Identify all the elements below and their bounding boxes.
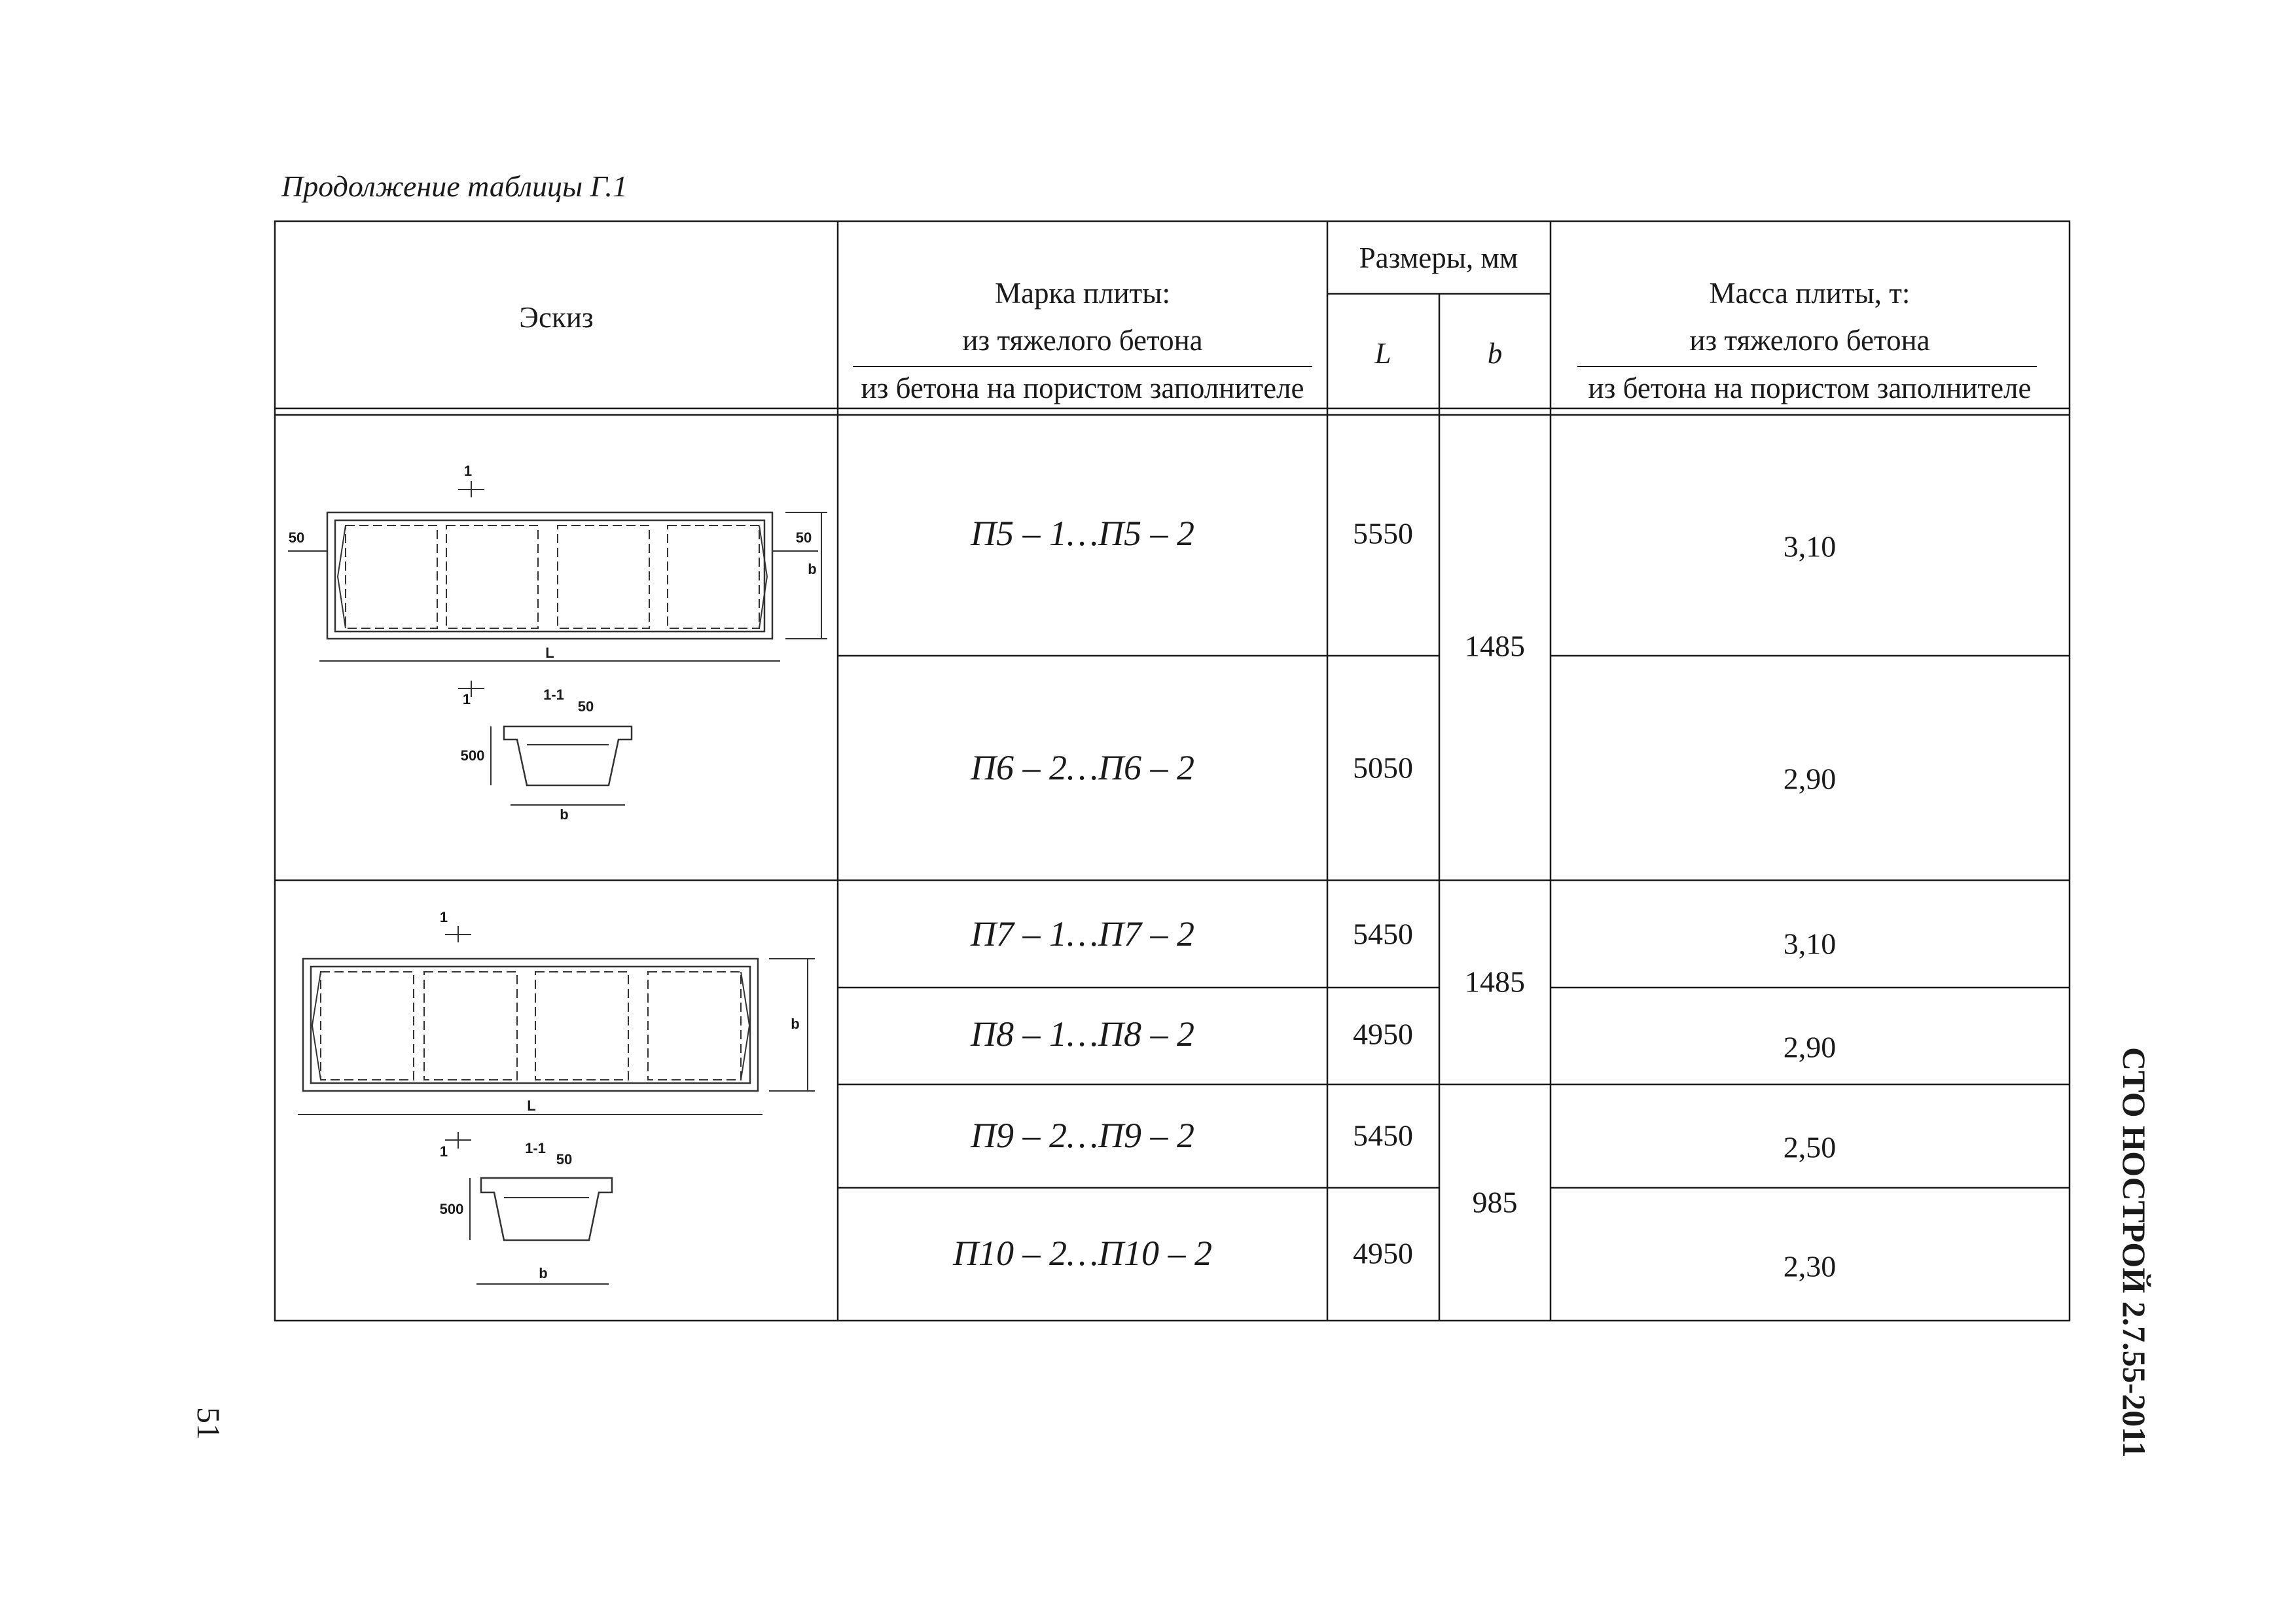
mark-p7: П7 – 1…П7 – 2 — [970, 914, 1195, 954]
running-head: СТО НОСТРОЙ 2.7.55-2011 — [2116, 1047, 2153, 1458]
header-dims: Размеры, мм — [1359, 241, 1518, 274]
table-caption: Продолжение таблицы Г.1 — [281, 169, 628, 203]
width-group1: 1485 — [1465, 629, 1525, 663]
length-p5: 5550 — [1353, 516, 1413, 550]
sketch2-section-mark-bottom: 1 — [439, 1143, 448, 1160]
mark-p5: П5 – 1…П5 – 2 — [970, 514, 1195, 553]
slab-sketch-2 — [298, 926, 815, 1284]
sketch2-section-dim-b: b — [539, 1265, 548, 1281]
mass-p6: 2,90 — [1783, 762, 1837, 796]
header-mark-line2: из тяжелого бетона — [962, 324, 1203, 357]
length-p9: 5450 — [1353, 1118, 1413, 1152]
width-group2-bottom: 985 — [1472, 1185, 1518, 1219]
sketch2-dim-500: 500 — [439, 1201, 464, 1217]
mass-p5: 3,10 — [1783, 529, 1837, 563]
header-dim-L: L — [1374, 337, 1391, 370]
sketch1-dim-50-right: 50 — [795, 529, 812, 546]
header-mass-line1: Масса плиты, т: — [1709, 277, 1910, 310]
slab-sketch-1 — [288, 481, 827, 805]
sketch1-dim-50-section: 50 — [577, 698, 594, 715]
sketch2-dim-50-section: 50 — [556, 1151, 573, 1168]
length-p6: 5050 — [1353, 751, 1413, 785]
sketch1-section-label: 1-1 — [543, 687, 564, 703]
sketch1-dim-500: 500 — [460, 747, 485, 764]
sketch1-section-dim-b: b — [560, 806, 569, 823]
mass-p8: 2,90 — [1783, 1030, 1837, 1064]
mark-p8: П8 – 1…П8 – 2 — [970, 1014, 1195, 1054]
header-sketch: Эскиз — [519, 301, 594, 334]
sketch1-section-mark-bottom: 1 — [462, 691, 471, 707]
sketch2-dim-b: b — [791, 1016, 800, 1032]
sketch2-section-label: 1-1 — [525, 1140, 546, 1156]
header-mark-line3: из бетона на пористом заполнителе — [861, 372, 1304, 404]
header-dim-b: b — [1487, 337, 1503, 370]
length-p7: 5450 — [1353, 917, 1413, 951]
length-p10: 4950 — [1353, 1236, 1413, 1270]
length-p8: 4950 — [1353, 1017, 1413, 1051]
header-mass-line2: из тяжелого бетона — [1689, 324, 1930, 357]
header-mass-line3: из бетона на пористом заполнителе — [1588, 372, 2032, 404]
sketch2-dim-L: L — [527, 1097, 536, 1114]
mass-p9: 2,50 — [1783, 1130, 1837, 1164]
width-group2-top: 1485 — [1465, 965, 1525, 999]
mark-p10: П10 – 2…П10 – 2 — [952, 1234, 1213, 1273]
header-mark-line1: Марка плиты: — [995, 277, 1170, 310]
mark-p6: П6 – 2…П6 – 2 — [970, 748, 1195, 787]
mass-p7: 3,10 — [1783, 927, 1837, 961]
sketch1-dim-50-left: 50 — [288, 529, 305, 546]
mark-p9: П9 – 2…П9 – 2 — [970, 1116, 1195, 1155]
sketch2-section-mark-top: 1 — [439, 909, 448, 925]
sketch1-section-mark-top: 1 — [463, 463, 473, 479]
mass-p10: 2,30 — [1783, 1249, 1837, 1283]
sketch1-dim-b: b — [808, 561, 817, 577]
sketch1-dim-L: L — [545, 645, 554, 661]
page-number: 51 — [190, 1407, 227, 1440]
